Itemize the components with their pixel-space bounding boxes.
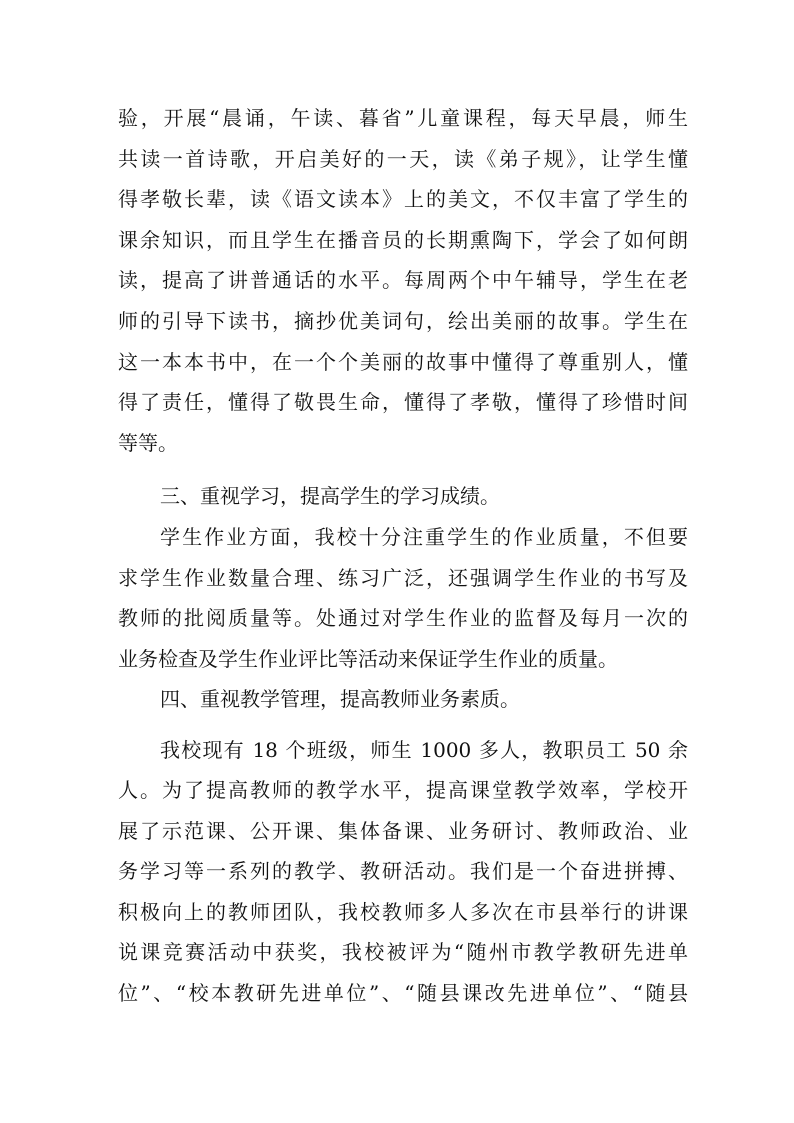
text-line: 位”、“校本教研先进单位”、“随县课改先进单位”、“随县: [118, 981, 688, 1005]
paragraph-start-line: 学生作业方面，我校十分注重学生的作业质量，不但要: [160, 525, 688, 549]
text-line: 人。为了提高教师的教学水平，提高课堂教学效率，学校开: [118, 778, 688, 802]
text-line: 教师的批阅质量等。处通过对学生作业的监督及每月一次的: [118, 606, 688, 630]
text-line: 业务检查及学生作业评比等活动来保证学生作业的质量。: [118, 647, 618, 671]
text-line: 验，开展“晨诵，午读、暮省”儿童课程，每天早晨，师生: [118, 106, 688, 130]
text-line: 说课竞赛活动中获奖，我校被评为“随州市教学教研先进单: [118, 940, 688, 964]
text-line: 务学习等一系列的教学、教研活动。我们是一个奋进拼搏、: [118, 859, 688, 883]
text-line: 共读一首诗歌，开启美好的一天，读《弟子规》，让学生懂: [118, 147, 688, 171]
text-line: 这一本本书中，在一个个美丽的故事中懂得了尊重别人，懂: [118, 350, 688, 374]
text-line: 课余知识，而且学生在播音员的长期熏陶下，学会了如何朗: [118, 228, 688, 252]
paragraph-start-line: 我校现有 18 个班级，师生 1000 多人，教职员工 50 余: [160, 738, 688, 762]
section-heading: 三、重视学习，提高学生的学习成绩。: [160, 484, 500, 508]
text-line: 得了责任，懂得了敬畏生命，懂得了孝敬，懂得了珍惜时间: [118, 390, 688, 414]
section-heading: 四、重视教学管理，提高教师业务素质。: [160, 687, 520, 711]
text-line: 积极向上的教师团队，我校教师多人多次在市县举行的讲课: [118, 900, 688, 924]
text-line: 等等。: [118, 431, 178, 455]
text-line: 师的引导下读书，摘抄优美词句，绘出美丽的故事。学生在: [118, 309, 688, 333]
text-line: 读，提高了讲普通话的水平。每周两个中午辅导，学生在老: [118, 268, 688, 292]
text-line: 得孝敬长辈，读《语文读本》上的美文，不仅丰富了学生的: [118, 187, 688, 211]
text-line: 展了示范课、公开课、集体备课、业务研讨、教师政治、业: [118, 819, 688, 843]
text-line: 求学生作业数量合理、练习广泛，还强调学生作业的书写及: [118, 566, 688, 590]
